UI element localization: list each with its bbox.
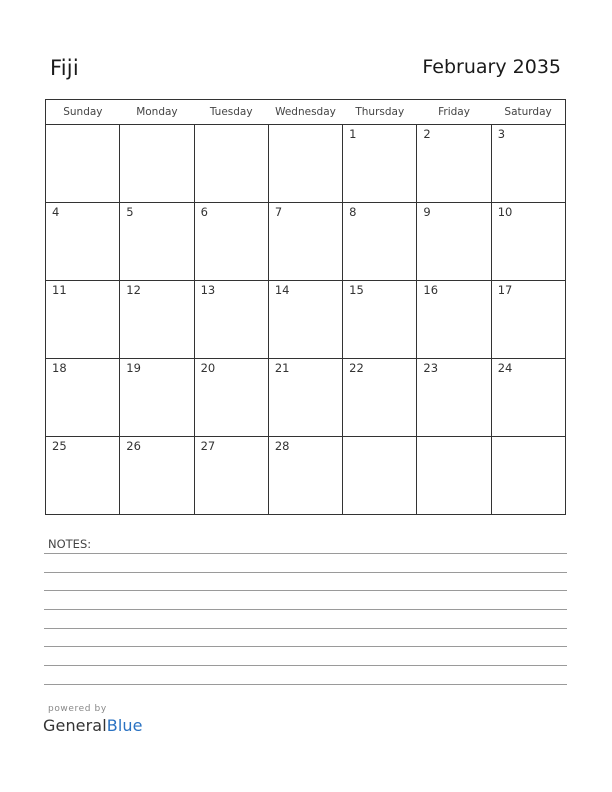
day-number: 19 — [126, 361, 141, 375]
notes-label: NOTES: — [48, 537, 92, 551]
day-number: 12 — [126, 283, 141, 297]
day-cell — [491, 437, 565, 515]
day-cell — [343, 281, 417, 359]
day-number — [492, 437, 565, 439]
notes-line — [44, 628, 567, 629]
day-number: 5 — [126, 205, 134, 219]
day-cell — [120, 281, 194, 359]
day-number: 23 — [423, 361, 439, 375]
weekday-header-tuesday: Tuesday — [194, 100, 268, 125]
day-number: 24 — [497, 361, 513, 375]
notes-line — [44, 590, 567, 591]
weekday-header-monday: Monday — [120, 100, 194, 125]
notes-line — [44, 553, 567, 554]
day-cell — [120, 437, 194, 515]
day-number: 28 — [274, 439, 290, 453]
day-number: 2 — [423, 127, 431, 141]
day-cell — [46, 281, 120, 359]
day-cell — [46, 203, 120, 281]
calendar-grid — [45, 99, 566, 515]
notes-line — [44, 684, 567, 685]
weekday-header-row — [46, 100, 566, 125]
day-cell — [46, 125, 120, 203]
day-cell — [343, 359, 417, 437]
day-cell — [194, 437, 268, 515]
country-title: Fiji — [50, 56, 79, 80]
notes-line — [44, 609, 567, 610]
day-number: 9 — [423, 205, 431, 219]
day-number: 20 — [200, 361, 216, 375]
day-number — [120, 125, 193, 127]
day-cell — [194, 125, 268, 203]
day-cell — [194, 359, 268, 437]
notes-line — [44, 646, 567, 647]
day-cell — [120, 359, 194, 437]
day-number: 13 — [200, 283, 216, 297]
day-cell — [194, 281, 268, 359]
day-number — [343, 437, 416, 439]
day-cell — [120, 125, 194, 203]
day-number: 14 — [274, 283, 290, 297]
day-number: 16 — [423, 283, 439, 297]
day-cell — [491, 203, 565, 281]
day-number: 22 — [349, 361, 364, 375]
day-number: 15 — [349, 283, 364, 297]
day-number — [46, 125, 119, 127]
day-cell — [268, 281, 342, 359]
day-number: 1 — [349, 127, 357, 141]
day-cell — [417, 203, 491, 281]
week-row — [46, 281, 566, 359]
day-cell — [120, 203, 194, 281]
day-cell — [343, 437, 417, 515]
logo-general-text: General — [43, 716, 107, 735]
day-number: 10 — [497, 205, 513, 219]
day-number: 27 — [200, 439, 216, 453]
day-number: 7 — [274, 205, 283, 219]
day-cell — [417, 437, 491, 515]
day-number: 4 — [52, 205, 60, 219]
day-number: 21 — [274, 361, 290, 375]
day-cell — [491, 359, 565, 437]
week-row — [46, 359, 566, 437]
week-row — [46, 437, 566, 515]
notes-line — [44, 572, 567, 573]
generalblue-logo — [43, 716, 143, 735]
weekday-header-wednesday: Wednesday — [268, 100, 342, 125]
day-cell — [343, 203, 417, 281]
day-cell — [268, 359, 342, 437]
week-row — [46, 203, 566, 281]
day-number: 17 — [497, 283, 513, 297]
day-cell — [417, 359, 491, 437]
month-year-title: February 2035 — [422, 56, 561, 78]
weekday-header-friday: Friday — [417, 100, 491, 125]
day-cell — [268, 203, 342, 281]
day-cell — [46, 359, 120, 437]
day-cell — [343, 125, 417, 203]
day-cell — [268, 125, 342, 203]
week-row — [46, 125, 566, 203]
day-number: 11 — [52, 283, 67, 297]
day-cell — [491, 281, 565, 359]
weekday-header-thursday: Thursday — [343, 100, 417, 125]
day-number: 26 — [126, 439, 141, 453]
day-number: 18 — [52, 361, 67, 375]
day-number: 8 — [349, 205, 357, 219]
day-number — [195, 125, 268, 127]
day-number — [269, 125, 342, 127]
weekday-header-sunday: Sunday — [46, 100, 120, 125]
notes-line — [44, 665, 567, 666]
day-cell — [417, 281, 491, 359]
day-cell — [491, 125, 565, 203]
day-number — [417, 437, 490, 439]
logo-blue-text: Blue — [106, 716, 143, 735]
day-cell — [46, 437, 120, 515]
day-cell — [194, 203, 268, 281]
day-cell — [417, 125, 491, 203]
day-number: 3 — [497, 127, 506, 141]
day-number: 25 — [52, 439, 67, 453]
day-cell — [268, 437, 342, 515]
day-number: 6 — [200, 205, 208, 219]
weekday-header-saturday: Saturday — [491, 100, 565, 125]
powered-by-text: powered by — [48, 704, 107, 714]
